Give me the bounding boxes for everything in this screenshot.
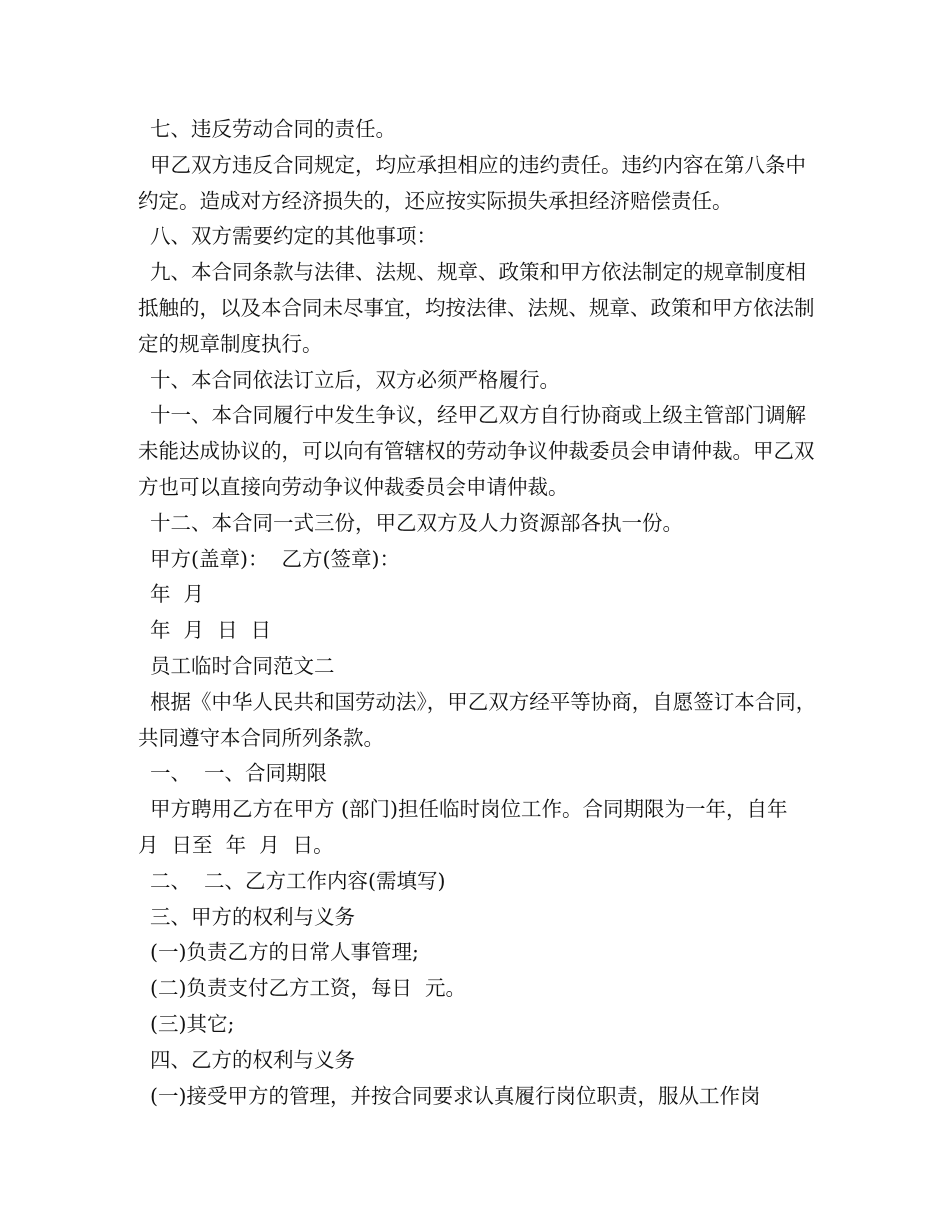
clause-11-body: 十一、本合同履行中发生争议，经甲乙双方自行协商或上级主管部门调解未能达成协议的，可以向有管辖权的劳动争议仲裁委员会申请仲裁。甲乙双方也可以直接向劳动争议仲裁委员会申请仲裁。: [138, 403, 815, 499]
section-title: 员工临时合同范文二: [150, 653, 335, 678]
article-2-title: 二、 二、乙方工作内容(需填写): [150, 868, 446, 893]
date-line-2: 年 月 日 日: [150, 618, 272, 643]
clause-10-body: 十、本合同依法订立后，双方必须严格履行。: [150, 367, 560, 392]
article-1-body: 甲方聘用乙方在甲方 (部门)担任临时岗位工作。合同期限为一年，自年 月 日至 年 月 日。: [138, 797, 801, 857]
article-3-item-2: (二)负责支付乙方工资，每日 元。: [150, 976, 467, 1001]
clause-9-body: 九、本合同条款与法律、法规、规章、政策和甲方依法制定的规章制度相抵触的，以及本合同未尽事宜，均按法律、法规、规章、政策和甲方依法制定的规章制度执行。: [138, 260, 815, 356]
article-4-title: 四、乙方的权利与义务: [150, 1047, 355, 1072]
date-line-1: 年 月: [150, 582, 205, 607]
article-3-item-1: (一)负责乙方的日常人事管理;: [150, 940, 419, 965]
article-3-title: 三、甲方的权利与义务: [150, 904, 355, 929]
article-4-item-1: (一)接受甲方的管理，并按合同要求认真履行岗位职责，服从工作岗: [150, 1083, 761, 1108]
clause-8-title: 八、双方需要约定的其他事项：: [150, 224, 437, 249]
preamble: 根据《中华人民共和国劳动法》，甲乙双方经平等协商，自愿签订本合同，共同遵守本合同所列条款。: [138, 689, 817, 750]
clause-7-body: 甲乙双方违反合同规定，均应承担相应的违约责任。违约内容在第八条中约定。造成对方经济损失的，还应按实际损失承担经济赔偿责任。: [138, 152, 806, 213]
article-1-title: 一、 一、合同期限: [150, 761, 328, 786]
document-page: [138, 112, 818, 1114]
article-3-item-3: (三)其它;: [150, 1011, 235, 1036]
signature-line: 甲方(盖章)： 乙方(签章)：: [150, 546, 401, 571]
clause-7-title: 七、违反劳动合同的责任。: [150, 117, 396, 141]
clause-12-body: 十二、本合同一式三份，甲乙双方及人力资源部各执一份。: [150, 510, 683, 535]
